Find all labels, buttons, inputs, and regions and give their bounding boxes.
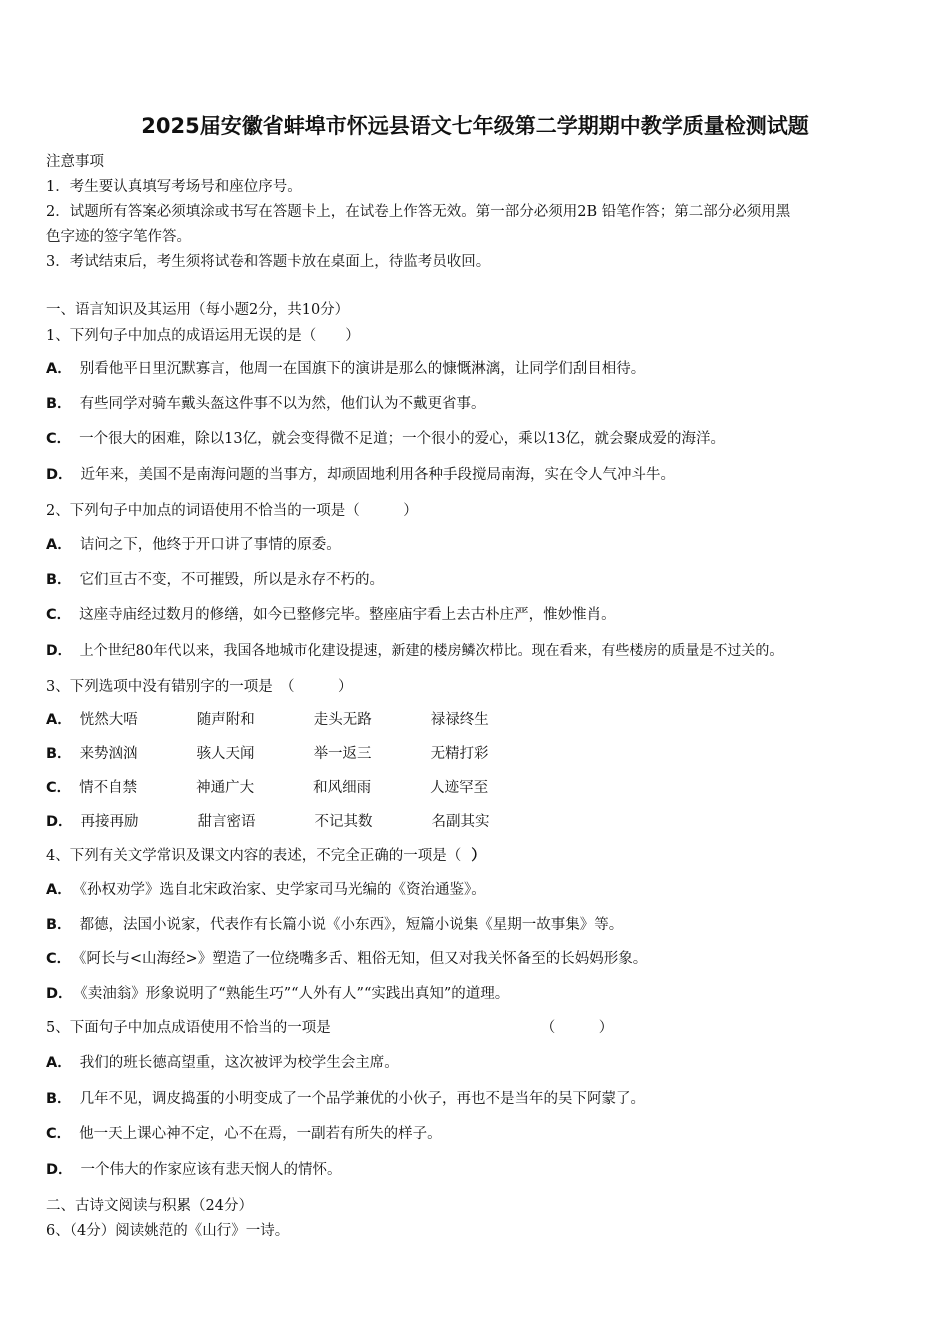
option-letter: B． <box>46 746 72 762</box>
question-1-option-c <box>46 429 725 449</box>
option-letter: B． <box>46 572 72 588</box>
option-letter: D． <box>46 1162 73 1178</box>
question-4-option-c <box>46 949 647 969</box>
option-text: 这座寺庙经过数月的修缮，如今已整修完毕。整座庙宇看上去古朴庄严，惟妙惟肖。 <box>79 607 616 623</box>
question-2-option-d <box>46 641 783 661</box>
stem-text: 4、下列有关文学常识及课文内容的表述，不完全正确的一项是（ <box>46 848 462 864</box>
option-word: 甜言密语 <box>197 814 256 830</box>
question-3-option-row <box>46 710 548 730</box>
stem-paren: ） <box>471 847 486 864</box>
notice-heading: 注意事项 <box>46 154 104 170</box>
option-letter: D． <box>46 814 73 830</box>
question-5-option-d <box>46 1160 342 1180</box>
question-1-stem: 1、下列句子中加点的成语运用无误的是（ ） <box>46 328 360 344</box>
option-letter: B． <box>46 1091 72 1107</box>
section-heading-1: 一、语言知识及其运用（每小题2分，共10分） <box>46 302 350 318</box>
option-letter: C． <box>46 607 72 623</box>
option-letter: B． <box>46 917 72 933</box>
question-1-option-b <box>46 394 486 414</box>
option-letter: A． <box>46 882 72 898</box>
question-5-option-b <box>46 1089 645 1109</box>
option-letter: B． <box>46 396 72 412</box>
notice-item: 1．考生要认真填写考场号和座位序号。 <box>46 179 302 195</box>
option-text: 都德，法国小说家，代表作有长篇小说《小东西》，短篇小说集《星期一故事集》等。 <box>79 917 624 933</box>
option-text: 《卖油翁》形象说明了“熟能生巧”“人外有人”“实践出真知”的道理。 <box>80 986 510 1002</box>
option-text: 上个世纪80年代以来，我国各地城市化建设提速，新建的楼房鳞次栉比。现在看来，有些楼房的质量是不过关的。 <box>79 643 784 659</box>
option-word: 无精打彩 <box>430 746 489 762</box>
option-word: 骇人天闻 <box>196 746 255 762</box>
option-letter: A． <box>46 537 72 553</box>
option-text: 诘问之下，他终于开口讲了事情的原委。 <box>79 537 341 553</box>
option-text: 有些同学对骑车戴头盔这件事不以为然，他们认为不戴更省事。 <box>79 396 486 412</box>
question-1-option-d <box>46 465 675 485</box>
option-letter: A． <box>46 712 72 728</box>
option-letter: C． <box>46 1126 72 1142</box>
question-2-option-c <box>46 605 616 625</box>
stem-paren: （ ） <box>540 1020 614 1036</box>
question-1-option-a <box>46 359 645 379</box>
question-2-stem: 2、下列句子中加点的词语使用不恰当的一项是（ ） <box>46 503 418 519</box>
option-letter: C． <box>46 951 72 967</box>
option-letter: D． <box>46 986 73 1002</box>
question-5-option-c <box>46 1124 442 1144</box>
question-3-option-row <box>46 812 549 832</box>
option-letter: D． <box>46 467 73 483</box>
stem-text: 5、下面句子中加点成语使用不恰当的一项是 <box>46 1020 331 1036</box>
option-letter: C． <box>46 431 72 447</box>
question-5-stem <box>46 1018 613 1038</box>
option-word: 名副其实 <box>431 814 490 830</box>
notice-item: 2．试题所有答案必须填涂或书写在答题卡上，在试卷上作答无效。第一部分必须用2B 铅笔作答；第二部分必须用黑 <box>46 204 791 220</box>
question-4-option-d <box>46 984 509 1004</box>
option-text: 《阿长与<山海经>》塑造了一位绕嘴多舌、粗俗无知，但又对我关怀备至的长妈妈形象。 <box>79 951 648 967</box>
option-text: 近年来，美国不是南海问题的当事方，却顽固地利用各种手段搅局南海，实在令人气冲斗牛。 <box>80 467 676 483</box>
option-word: 神通广大 <box>196 780 255 796</box>
question-5-option-a <box>46 1053 399 1073</box>
notice-item: 3．考试结束后，考生须将试卷和答题卡放在桌面上，待监考员收回。 <box>46 254 491 270</box>
option-word: 人迹罕至 <box>430 780 489 796</box>
option-letter: A． <box>46 361 72 377</box>
option-word: 举一返三 <box>313 746 372 762</box>
option-text: 一个伟大的作家应该有悲天悯人的情怀。 <box>80 1162 342 1178</box>
option-word: 和风细雨 <box>313 780 372 796</box>
option-word: 走头无路 <box>313 712 372 728</box>
question-4-option-a <box>46 880 486 900</box>
option-word: 不记其数 <box>314 814 373 830</box>
option-word: 禄禄终生 <box>430 712 489 728</box>
option-text: 《孙权劝学》选自北宋政治家、史学家司马光编的《资治通鉴》。 <box>79 882 486 898</box>
option-word: 来势汹汹 <box>79 746 138 762</box>
question-4-option-b <box>46 915 623 935</box>
option-word: 情不自禁 <box>79 780 138 796</box>
notice-item: 色字迹的签字笔作答。 <box>46 229 191 245</box>
option-letter: A． <box>46 1055 72 1071</box>
question-3-option-row <box>46 778 547 798</box>
option-letter: C． <box>46 780 72 796</box>
question-3-option-row <box>46 744 548 764</box>
option-word: 随声附和 <box>196 712 255 728</box>
option-letter: D． <box>46 643 72 659</box>
option-text: 几年不见，调皮捣蛋的小明变成了一个品学兼优的小伙子，再也不是当年的吴下阿蒙了。 <box>79 1091 646 1107</box>
option-text: 别看他平日里沉默寡言，他周一在国旗下的演讲是那么的慷慨淋漓，让同学们刮目相待。 <box>79 361 646 377</box>
option-word: 再接再励 <box>80 814 139 830</box>
question-2-option-a <box>46 535 341 555</box>
option-text: 我们的班长德高望重，这次被评为校学生会主席。 <box>79 1055 399 1071</box>
page-title: 2025届安徽省蚌埠市怀远县语文七年级第二学期期中教学质量检测试题 <box>141 114 809 138</box>
section-heading-2: 二、古诗文阅读与积累（24分） <box>46 1198 253 1214</box>
option-text: 它们亘古不变，不可摧毁，所以是永存不朽的。 <box>79 572 385 588</box>
option-word: 恍然大唔 <box>79 712 138 728</box>
option-text: 他一天上课心神不定，心不在焉，一副若有所失的样子。 <box>79 1126 442 1142</box>
question-6-stem: 6、（4分）阅读姚范的《山行》一诗。 <box>46 1223 290 1239</box>
question-3-stem: 3、下列选项中没有错别字的一项是 （ ） <box>46 679 353 695</box>
question-2-option-b <box>46 570 384 590</box>
question-4-stem <box>46 846 486 866</box>
option-text: 一个很大的困难，除以13亿，就会变得微不足道；一个很小的爱心，乘以13亿，就会聚成爱的海洋。 <box>79 431 726 447</box>
